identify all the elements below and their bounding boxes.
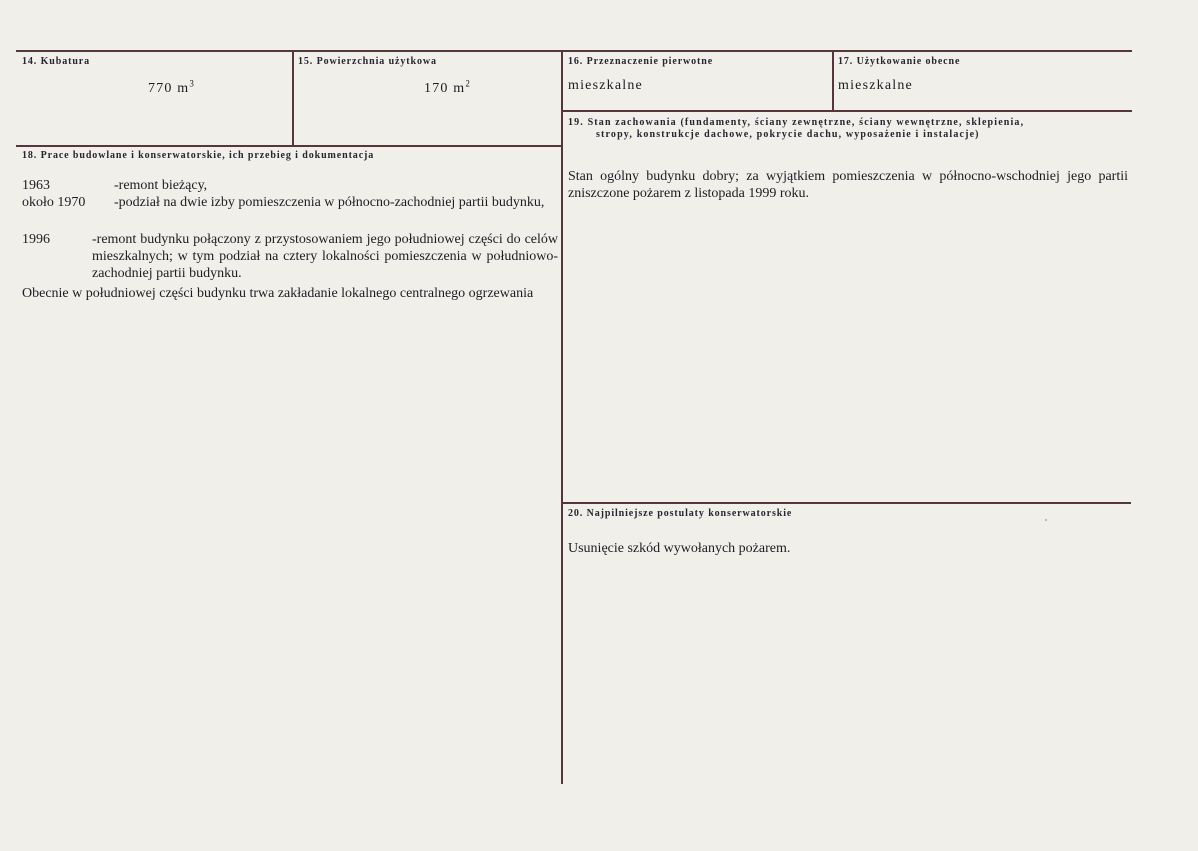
section-rule-20 (563, 502, 1131, 504)
field-16-label: 16. Przeznaczenie pierwotne (568, 56, 714, 67)
field-19-label-line2: stropy, konstrukcje dachowe, pokrycie dachu, wyposażenie i instalacje) (596, 129, 980, 140)
postulates-text: Usunięcie szkód wywołanych pożarem. (568, 541, 791, 556)
field-19-label-line1: 19. Stan zachowania (fundamenty, ściany zewnętrzne, ściany wewnętrzne, sklepienia, (568, 117, 1025, 128)
field-15-label: 15. Powierzchnia użytkowa (298, 56, 437, 67)
divider-16-17 (832, 50, 834, 111)
works-entry (22, 177, 558, 194)
works-year: 1963 (22, 178, 50, 193)
divider-main (561, 50, 563, 784)
field-15-number: 170 m (424, 81, 466, 96)
field-15-exponent: 2 (465, 78, 472, 89)
condition-text: Stan ogólny budynku dobry; za wyjątkiem pomieszczenia w północno-wschodniej jego partii zniszczone pożarem z listopada 1999 roku. (568, 169, 1128, 201)
field-14-number: 770 m (148, 81, 190, 96)
field-14-exponent: 3 (189, 78, 196, 89)
section-rule-left (16, 145, 562, 147)
works-note: Obecnie w południowej części budynku trwa zakładanie lokalnego centralnego ogrzewania (22, 286, 534, 301)
paper-speck (1045, 519, 1047, 521)
works-text: -remont bieżący, (114, 178, 208, 193)
field-14-label: 14. Kubatura (22, 56, 91, 67)
field-17-value: mieszkalne (838, 78, 913, 93)
field-14-value (148, 78, 196, 97)
field-17-label: 17. Użytkowanie obecne (838, 56, 961, 67)
works-entry (22, 194, 558, 228)
works-text: -podział na dwie izby pomieszczenia w północno-zachodniej partii budynku, (114, 195, 545, 210)
field-20-label: 20. Najpilniejsze postulaty konserwatorskie (568, 508, 793, 519)
field-18-label: 18. Prace budowlane i konserwatorskie, ich przebieg i dokumentacja (22, 150, 375, 161)
works-year: około 1970 (22, 195, 86, 210)
works-text: -remont budynku połączony z przystosowaniem jego południowej części do celów mieszkalnych; w tym podział na cztery lokalności pomieszczenia w południowo-zachodniej partii budynku. (92, 232, 558, 281)
divider-14-15 (292, 50, 294, 146)
top-rule (16, 50, 1132, 52)
works-entry (22, 231, 558, 282)
section-rule-right (563, 110, 1132, 112)
works-year: 1996 (22, 232, 50, 247)
field-16-value: mieszkalne (568, 78, 643, 93)
field-15-value (424, 78, 472, 97)
